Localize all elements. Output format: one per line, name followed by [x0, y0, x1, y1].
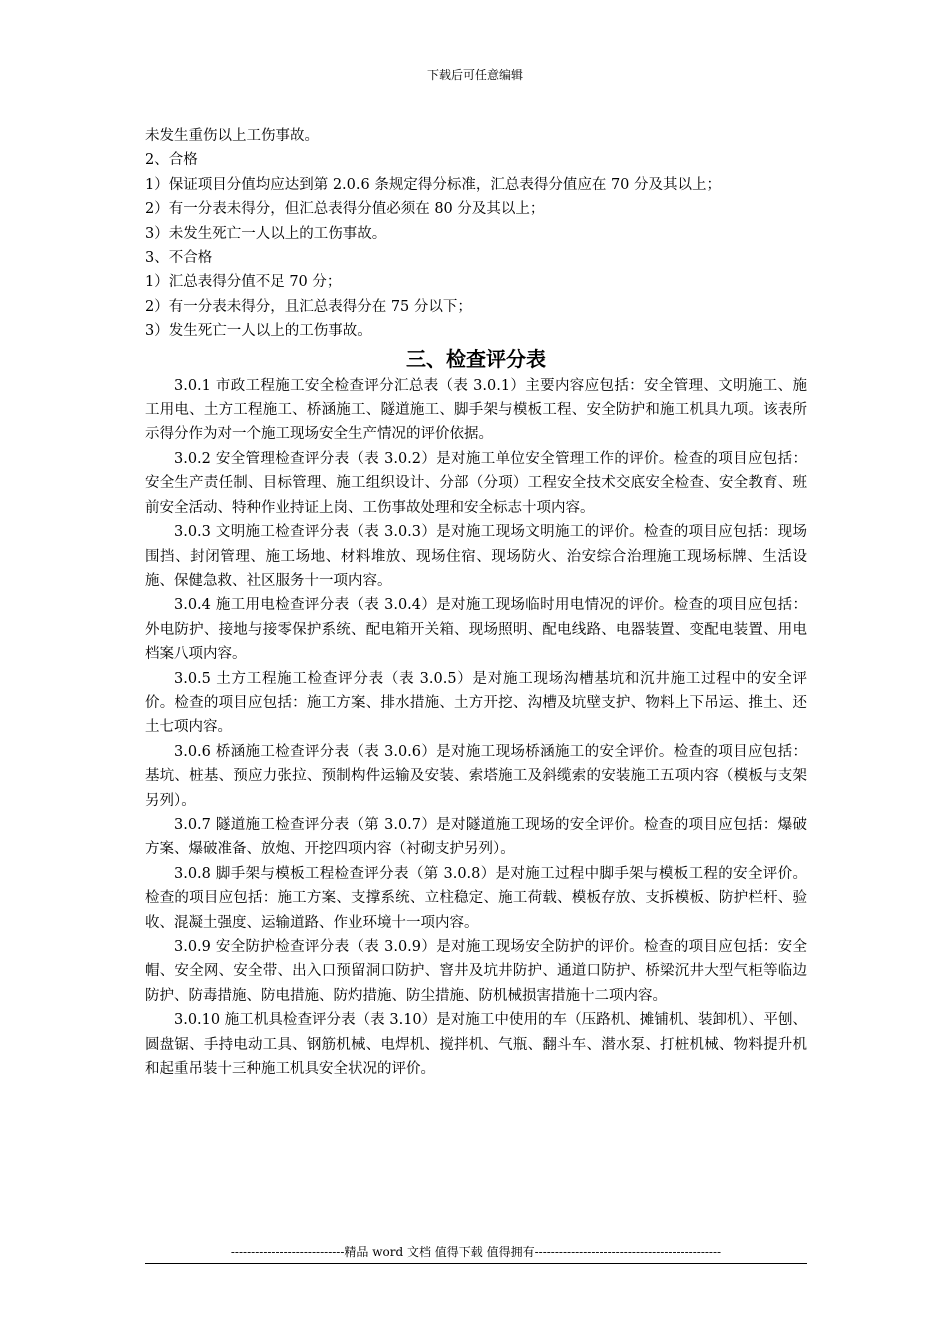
- intro-line: 1）保证项目分值均应达到第 2.0.6 条规定得分标准，汇总表得分值应在 70 分及其以上；: [145, 176, 722, 193]
- intro-line: 未发生重伤以上工伤事故。: [145, 128, 319, 144]
- intro-line: 3）发生死亡一人以上的工伤事故。: [145, 323, 372, 340]
- paragraph-3-0-3: 3.0.3 文明施工检查评分表（表 3.0.3）是对施工现场文明施工的评价。检查的项目应包括：现场围挡、封闭管理、施工场地、材料堆放、现场住宿、现场防火、治安综合治理施工现场标牌、生活设施、保健急救、社区服务十一项内容。: [145, 524, 807, 589]
- paragraph-3-0-7: 3.0.7 隧道施工检查评分表（第 3.0.7）是对隧道施工现场的安全评价。检查的项目应包括：爆破方案、爆破准备、放炮、开挖四项内容（衬砌支护另列）。: [145, 816, 807, 858]
- intro-line: 2）有一分表未得分，但汇总表得分值必须在 80 分及其以上；: [145, 201, 545, 218]
- paragraph-3-0-4: 3.0.4 施工用电检查评分表（表 3.0.4）是对施工现场临时用电情况的评价。检查的项目应包括：外电防护、接地与接零保护系统、配电箱开关箱、现场照明、配电线路、电器装置、变配电装置、用电档案八项内容。: [145, 597, 807, 663]
- paragraph-3-0-6: 3.0.6 桥涵施工检查评分表（表 3.0.6）是对施工现场桥涵施工的安全评价。检查的项目应包括：基坑、桩基、预应力张拉、预制构件运输及安装、索塔施工及斜缆索的安装施工五项内容（模板与支架另列）。: [145, 743, 807, 809]
- paragraph-3-0-10: 3.0.10 施工机具检查评分表（表 3.10）是对施工中使用的车（压路机、摊铺机、装卸机）、平刨、圆盘锯、手持电动工具、钢筋机械、电焊机、搅拌机、气瓶、翻斗车、潜水泵、打桩机械、物料提升机和起重吊装十三种施工机具安全状况的评价。: [145, 1012, 807, 1078]
- paragraph-3-0-2: 3.0.2 安全管理检查评分表（表 3.0.2）是对施工单位安全管理工作的评价。检查的项目应包括：安全生产责任制、目标管理、施工组织设计、分部（分项）工程安全技术交底安全检查、安全教育、班前安全活动、特种作业持证上岗、工伤事故处理和安全标志十项内容。: [145, 450, 807, 516]
- paragraph-3-0-9: 3.0.9 安全防护检查评分表（表 3.0.9）是对施工现场安全防护的评价。检查的项目应包括：安全帽、安全网、安全带、出入口预留洞口防护、窨井及坑井防护、通道口防护、桥梁沉井大型气柜等临边防护、防毒措施、防电措施、防灼措施、防尘措施、防机械损害措施十二项内容。: [145, 939, 807, 1004]
- page-footer: ----------------------------精品 word 文档 值得下载 值得拥有----------------------------------------------: [145, 1243, 807, 1264]
- page-header: 下载后可任意编辑: [426, 68, 523, 82]
- section-title: 三、检查评分表: [406, 346, 546, 371]
- paragraph-3-0-5: 3.0.5 土方工程施工检查评分表（表 3.0.5）是对施工现场沟槽基坑和沉井施工过程中的安全评价。检查的项目应包括：施工方案、排水措施、土方开挖、沟槽及坑壁支护、物料上下吊运、推土、还土七项内容。: [145, 670, 807, 736]
- intro-line: 3）未发生死亡一人以上的工伤事故。: [145, 225, 387, 242]
- intro-line: 1）汇总表得分值不足 70 分；: [145, 274, 342, 291]
- paragraph-3-0-1: 3.0.1 市政工程施工安全检查评分汇总表（表 3.0.1）主要内容应包括：安全管理、文明施工、施工用电、土方工程施工、桥涵施工、隧道施工、脚手架与模板工程、安全防护和施工机具九项。该表所示得分作为对一个施工现场安全生产情况的评价依据。: [145, 377, 807, 443]
- intro-line: 2、合格: [145, 152, 198, 169]
- intro-line: 2）有一分表未得分，且汇总表得分在 75 分以下；: [145, 298, 472, 315]
- paragraph-3-0-8: 3.0.8 脚手架与模板工程检查评分表（第 3.0.8）是对施工过程中脚手架与模板工程的安全评价。检查的项目应包括：施工方案、支撑系统、立柱稳定、施工荷载、模板存放、支拆模板、防护栏杆、验收、混凝土强度、运输道路、作业环境十一项内容。: [145, 865, 807, 931]
- document-body: [145, 124, 807, 1081]
- intro-line: 3、不合格: [145, 250, 213, 267]
